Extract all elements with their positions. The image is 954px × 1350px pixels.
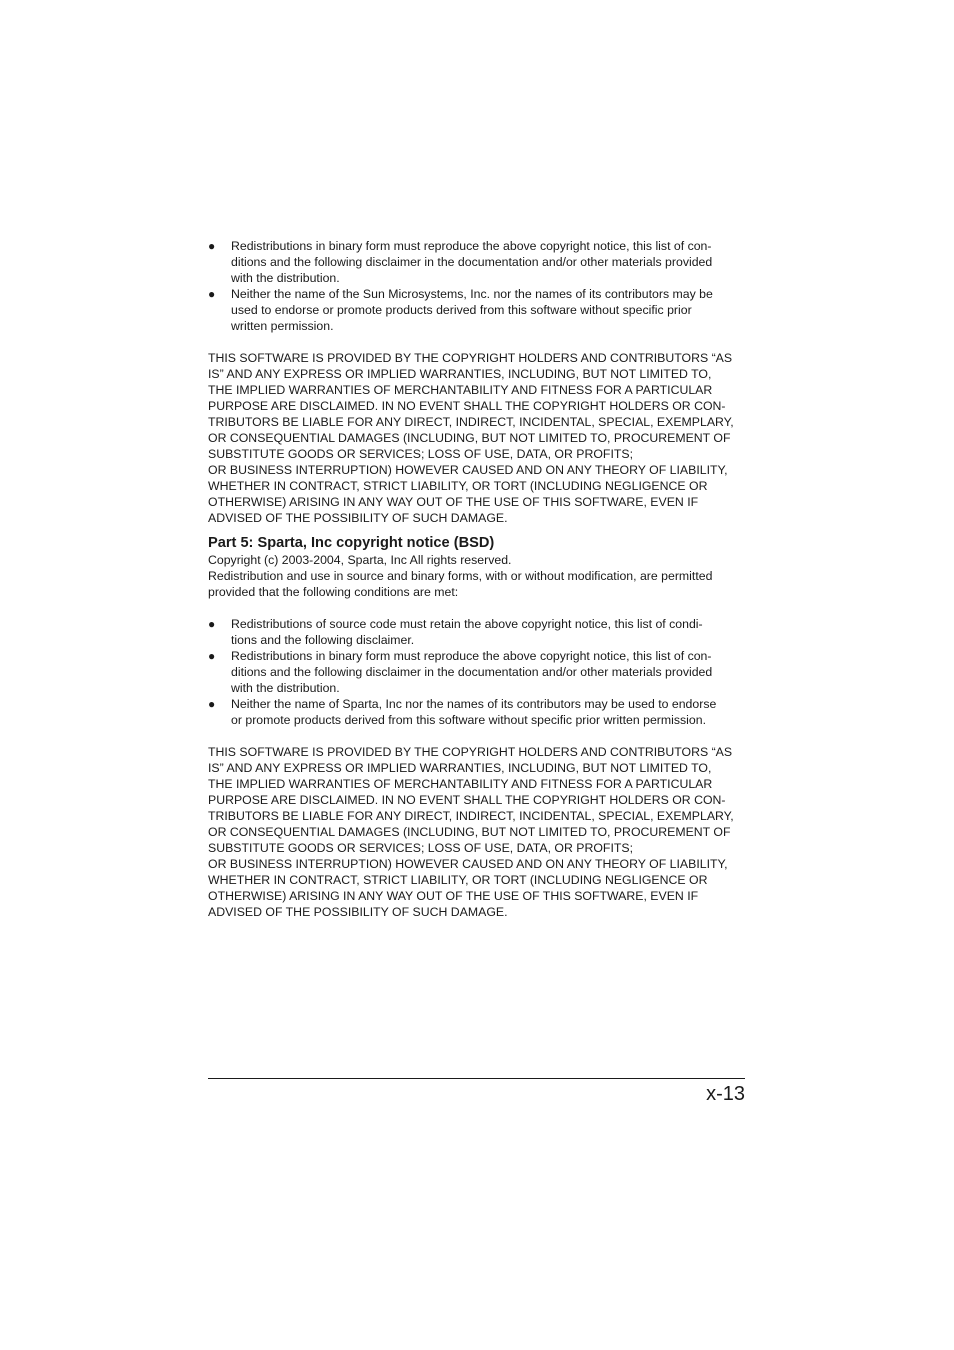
list-item-line: Redistributions in binary form must reproduce the above copyright notice, this list of con- xyxy=(231,239,712,253)
disclaimer-line: PURPOSE ARE DISCLAIMED. IN NO EVENT SHALL THE COPYRIGHT HOLDERS OR CON- xyxy=(208,399,726,413)
disclaimer-line: THIS SOFTWARE IS PROVIDED BY THE COPYRIGHT HOLDERS AND CONTRIBUTORS “AS xyxy=(208,351,733,365)
spacer xyxy=(208,334,744,350)
list-item xyxy=(208,616,744,648)
disclaimer-line: SUBSTITUTE GOODS OR SERVICES; LOSS OF USE, DATA, OR PROFITS; xyxy=(208,447,633,461)
list-item-line: written permission. xyxy=(231,319,334,333)
list-item-line: ditions and the following disclaimer in the documentation and/or other materials provided xyxy=(231,255,713,269)
list-item xyxy=(208,648,744,696)
bullet-icon: ● xyxy=(208,697,216,711)
intro-line: Redistribution and use in source and binary forms, with or without modification, are permitted xyxy=(208,569,713,583)
disclaimer-line: TRIBUTORS BE LIABLE FOR ANY DIRECT, INDIRECT, INCIDENTAL, SPECIAL, EXEMPLARY, xyxy=(208,809,734,823)
spacer xyxy=(208,600,744,616)
disclaimer-line: SUBSTITUTE GOODS OR SERVICES; LOSS OF USE, DATA, OR PROFITS; xyxy=(208,841,633,855)
bullet-icon: ● xyxy=(208,287,216,301)
list-item-line: tions and the following disclaimer. xyxy=(231,633,415,647)
disclaimer-line: IS” AND ANY EXPRESS OR IMPLIED WARRANTIES, INCLUDING, BUT NOT LIMITED TO, xyxy=(208,761,712,775)
disclaimer-line: THE IMPLIED WARRANTIES OF MERCHANTABILITY AND FITNESS FOR A PARTICULAR xyxy=(208,777,713,791)
disclaimer-line: ADVISED OF THE POSSIBILITY OF SUCH DAMAGE. xyxy=(208,905,508,919)
footer-divider xyxy=(208,1078,745,1079)
list-item-line: Neither the name of Sparta, Inc nor the names of its contributors may be used to endorse xyxy=(231,697,717,711)
list-item-line: with the distribution. xyxy=(231,681,340,695)
list-item xyxy=(208,696,744,728)
spacer xyxy=(208,728,744,744)
disclaimer-line: OR CONSEQUENTIAL DAMAGES (INCLUDING, BUT NOT LIMITED TO, PROCUREMENT OF xyxy=(208,825,731,839)
list-item-line: or promote products derived from this software without specific prior written permission. xyxy=(231,713,706,727)
disclaimer-line: THIS SOFTWARE IS PROVIDED BY THE COPYRIGHT HOLDERS AND CONTRIBUTORS “AS xyxy=(208,745,733,759)
page-content xyxy=(208,238,744,920)
copyright-line: Copyright (c) 2003-2004, Sparta, Inc All rights reserved. xyxy=(208,553,512,567)
list-item-line: ditions and the following disclaimer in the documentation and/or other materials provided xyxy=(231,665,713,679)
bullet-icon: ● xyxy=(208,239,216,253)
list-item-line: Neither the name of the Sun Microsystems, Inc. nor the names of its contributors may be xyxy=(231,287,713,301)
disclaimer-line: TRIBUTORS BE LIABLE FOR ANY DIRECT, INDIRECT, INCIDENTAL, SPECIAL, EXEMPLARY, xyxy=(208,415,734,429)
disclaimer-line: THE IMPLIED WARRANTIES OF MERCHANTABILITY AND FITNESS FOR A PARTICULAR xyxy=(208,383,713,397)
disclaimer-line: OR CONSEQUENTIAL DAMAGES (INCLUDING, BUT NOT LIMITED TO, PROCUREMENT OF xyxy=(208,431,731,445)
page-number: x-13 xyxy=(706,1083,745,1105)
section-heading: Part 5: Sparta, Inc copyright notice (BSD) xyxy=(208,535,495,551)
disclaimer-line: WHETHER IN CONTRACT, STRICT LIABILITY, OR TORT (INCLUDING NEGLIGENCE OR xyxy=(208,873,708,887)
list-item-line: used to endorse or promote products derived from this software without specific prior xyxy=(231,303,692,317)
list-item xyxy=(208,238,744,286)
disclaimer-paragraph-2 xyxy=(208,744,744,920)
bullet-icon: ● xyxy=(208,617,216,631)
disclaimer-line: PURPOSE ARE DISCLAIMED. IN NO EVENT SHALL THE COPYRIGHT HOLDERS OR CON- xyxy=(208,793,726,807)
disclaimer-line: OR BUSINESS INTERRUPTION) HOWEVER CAUSED AND ON ANY THEORY OF LIABILITY, xyxy=(208,463,728,477)
list-item-line: Redistributions in binary form must reproduce the above copyright notice, this list of con- xyxy=(231,649,712,663)
disclaimer-line: OTHERWISE) ARISING IN ANY WAY OUT OF THE USE OF THIS SOFTWARE, EVEN IF xyxy=(208,495,699,509)
list-item xyxy=(208,286,744,334)
disclaimer-line: OTHERWISE) ARISING IN ANY WAY OUT OF THE USE OF THIS SOFTWARE, EVEN IF xyxy=(208,889,699,903)
top-bullet-list xyxy=(208,238,744,334)
list-item-line: Redistributions of source code must retain the above copyright notice, this list of condi- xyxy=(231,617,703,631)
part5-bullet-list xyxy=(208,616,744,728)
disclaimer-line: WHETHER IN CONTRACT, STRICT LIABILITY, OR TORT (INCLUDING NEGLIGENCE OR xyxy=(208,479,708,493)
list-item-line: with the distribution. xyxy=(231,271,340,285)
disclaimer-line: OR BUSINESS INTERRUPTION) HOWEVER CAUSED AND ON ANY THEORY OF LIABILITY, xyxy=(208,857,728,871)
intro-line: provided that the following conditions are met: xyxy=(208,585,459,599)
disclaimer-line: ADVISED OF THE POSSIBILITY OF SUCH DAMAGE. xyxy=(208,511,508,525)
disclaimer-line: IS” AND ANY EXPRESS OR IMPLIED WARRANTIES, INCLUDING, BUT NOT LIMITED TO, xyxy=(208,367,712,381)
bullet-icon: ● xyxy=(208,649,216,663)
disclaimer-paragraph-1 xyxy=(208,350,744,526)
